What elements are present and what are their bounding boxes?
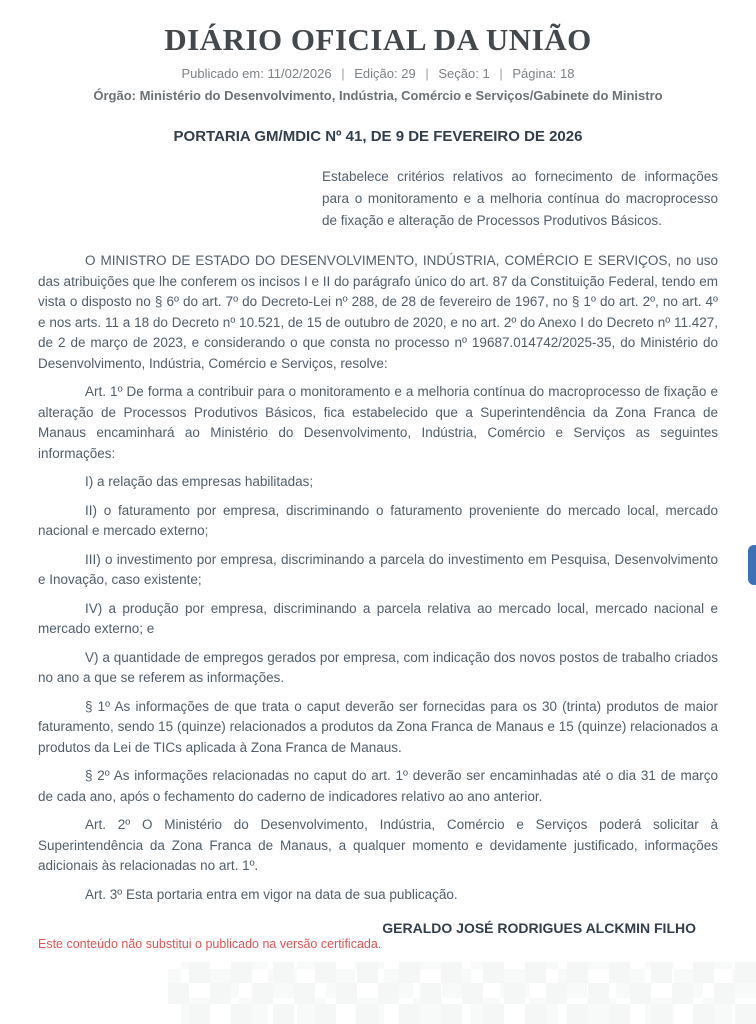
page-label: Página: — [512, 66, 557, 81]
publication-meta — [0, 65, 756, 82]
item-iv: IV) a produção por empresa, discriminando a parcela relativa ao mercado local, mercado nacional e mercado externo; e — [38, 600, 718, 636]
paragraph-art3: Art. 3º Esta portaria entra em vigor na data de sua publicação. — [85, 886, 458, 902]
document-summary: Estabelece critérios relativos ao fornecimento de informações para o monitoramento e a melhoria contínua do macroprocesso de fixação e alteração de Processos Produtivos Básicos. — [322, 169, 718, 228]
item-v: V) a quantidade de empregos gerados por empresa, com indicação dos novos postos de trabalho criados no ano a que se referem as informações. — [38, 649, 718, 685]
paragraph-art2: Art. 2º O Ministério do Desenvolvimento, Indústria, Comércio e Serviços poderá solicitar à Superintendência da Zona Franca de Manaus, a qualquer momento e devidamente justificado, informações adicionais às relacionadas no art. 1º. — [38, 817, 718, 873]
item-iii: III) o investimento por empresa, discriminando a parcela do investimento em Pesquisa, Desenvolvimento e Inovação, caso existente; — [38, 551, 718, 587]
section-label: Seção: — [438, 66, 479, 81]
paragraph-art1: Art. 1º De forma a contribuir para o monitoramento e a melhoria contínua do macroprocesso de fixação e alteração de Processos Produtivos Básicos, fica estabelecido que a Superintendência da Zona Franca de Manaus encaminhará ao Ministério do Desenvolvimento, Indústria, Comércio e Serviços as seguintes informações: — [38, 384, 718, 461]
paragraph-par1: § 1º As informações de que trata o caput deverão ser fornecidas para os 30 (trinta) produtos de maior faturamento, sendo 15 (quinze) relacionados a produtos da Zona Franca de Manaus e 15 (quinze) relacionados a produtos da Lei de TICs aplicada à Zona Franca de Manaus. — [38, 698, 718, 755]
meta-separator: | — [425, 66, 429, 81]
organ-line: Órgão: Ministério do Desenvolvimento, Indústria, Comércio e Serviços/Gabinete do Ministro — [93, 88, 663, 103]
meta-separator: | — [499, 66, 503, 81]
meta-separator: | — [341, 66, 345, 81]
published-date: 11/02/2026 — [267, 66, 332, 81]
item-ii: II) o faturamento por empresa, discriminando o faturamento proveniente do mercado local, mercado nacional e mercado externo; — [38, 502, 718, 538]
certification-disclaimer: Este conteúdo não substitui o publicado na versão certificada. — [38, 937, 382, 951]
dou-header — [0, 0, 756, 104]
signature-name: GERALDO JOSÉ RODRIGUES ALCKMIN FILHO — [382, 920, 696, 936]
page-number: 18 — [560, 66, 575, 81]
document-body — [0, 128, 756, 937]
published-label: Publicado em: — [181, 66, 264, 81]
item-i: I) a relação das empresas habilitadas; — [85, 474, 314, 489]
paragraph-par2: § 2º As informações relacionadas no caput do art. 1º deverão ser encaminhadas até o dia 31 de março de cada ano, após o fechamento do caderno de indicadores relativo ao ano anterior. — [38, 768, 718, 804]
paragraph-preamble: O MINISTRO DE ESTADO DO DESENVOLVIMENTO, INDÚSTRIA, COMÉRCIO E SERVIÇOS, no uso das atribuições que lhe conferem os incisos I e II do parágrafo único do art. 87 da Constituição Federal, tendo em vista o disposto no § 6º do art. 7º do Decreto-Lei nº 288, de 28 de fevereiro de 1967, no § 1º do art. 2º, no art. 4º e nos arts. 11 a 18 do Decreto nº 10.521, de 15 de outubro de 2020, e no art. 2º do Anexo I do Decreto nº 11.427, de 2 de março de 2023, e considerando o que consta no processo nº 19687.014742/2025-35, do Ministério do Desenvolvimento, Indústria, Comércio e Serviços, resolve: — [38, 253, 718, 371]
edition-label: Edição: — [354, 66, 398, 81]
side-widget-button[interactable] — [748, 545, 756, 585]
masthead-title: DIÁRIO OFICIAL DA UNIÃO — [164, 22, 592, 57]
background-mosaic-pattern — [168, 962, 756, 1024]
section-number: 1 — [482, 66, 490, 81]
document-title: PORTARIA GM/MDIC Nº 41, DE 9 DE FEVEREIRO DE 2026 — [173, 128, 583, 145]
edition-number: 29 — [401, 66, 416, 81]
